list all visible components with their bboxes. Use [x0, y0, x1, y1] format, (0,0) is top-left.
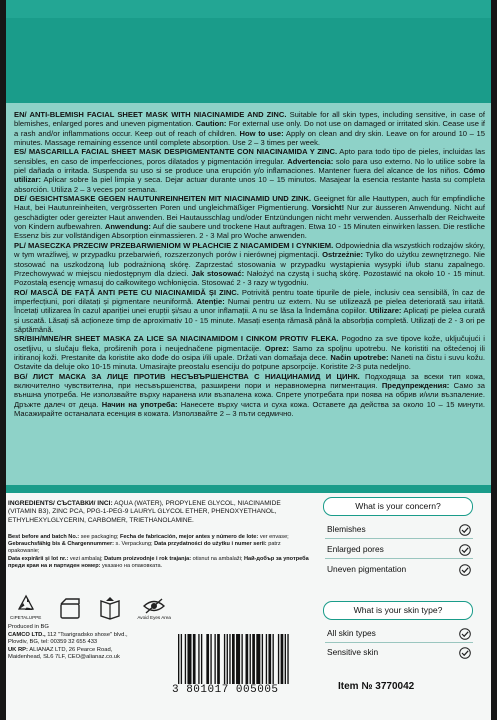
barcode-bar — [198, 634, 199, 684]
barcode-bar — [178, 634, 179, 684]
teal-divider-bar — [6, 485, 491, 493]
jar-icon — [57, 596, 83, 620]
barcode-bar — [227, 634, 228, 684]
barcode-bar — [281, 634, 284, 684]
lang-es: ES/ MASCARILLA FACIAL SHEET MASK DESPIGMENTANTE CON NIACINAMIDA Y ZINC. Apto para todo tipo de pieles, incluidas las sensibles, en caso de imperfecciones, poros dilatados y pigmentación irregular. Advertencia: solo para uso externo. No lo utilice sobre la piel dañada o irritada. Suspenda su uso si se produce una erupción y/o inflamaciones. Mantener fuera del alcance de los niños. Cómo utilizar: Aplicar sobre la piel limpia y seca. Dejar actuar durante unos 10 – 15 minutos. Masajear la esencia restante hasta su completa absorción. Utiliza 2 – 3 veces por semana. — [14, 147, 485, 194]
barcode-bar — [187, 634, 191, 684]
lang-en: EN/ ANTI-BLEMISH FACIAL SHEET MASK WITH NIACINAMIDE AND ZINC. Suitable for all skin types, including sensitive, in case of blemishes, enlarged pores and uneven pigmentation. Caution: For external use only. Do not use on damaged or irritated skin. Cease use if a rash and/or inflammations occur. Keep out of reach of children. How to use: Apply on clean and dry skin. Leave on for around 10 – 15 minutes. Massage remaining essence until complete absorption. Use 2 – 3 times per week. — [14, 110, 486, 148]
skin-type-box — [321, 601, 477, 659]
barcode-bar — [256, 634, 260, 684]
concern-title: What is your concern? — [323, 497, 473, 516]
barcode-bar — [273, 634, 274, 684]
barcode-bar — [181, 634, 182, 684]
tear-notch — [6, 0, 491, 18]
barcode-bar — [241, 634, 242, 684]
barcode-bar — [262, 634, 263, 684]
ingredients-text: INGREDIENTS/ СЪСТАВКИ/ INCI: AQUA (WATER), PROPYLENE GLYCOL, NIACINAMIDE (VITAMIN B3), ZINC PCA, PPG-1-PEG-9 LAURYL GLYCOL ETHER, PHENOXYETHANOL, ETHYLHEXYLGLYCERIN, CARBOMER, TRIETHANOLAMINE. — [8, 500, 281, 524]
concern-item-uneven-pigmentation: Uneven pigmentation — [327, 564, 407, 574]
concern-divider — [325, 538, 473, 539]
producer-company: CAMCO LTD., 112 "Tsarigradsko shose" blvd., — [8, 631, 128, 638]
lang-en-heading: EN/ ANTI-BLEMISH FACIAL SHEET MASK WITH NIACINAMIDE AND ZINC. — [14, 110, 287, 119]
lang-sr: SR/BIH/MNE/HR SHEET MASKA ZA LICE SA NIACINAMIDOM I CINKOM PROTIV FLEKA. Pogodno za sve tipove kože, uključujući i osetljivu, u slučaju fleka, proširenih pora i neujednačene pigmentacije. Oprez: Samo za spoljnu upotrebu. Ne koristiti na oštećenoj ili iritiranoj koži. Prestanite da koristite ako dođe do osipa i/ili upale. Držati van domašaja dece. Način upotrebe: Naneti na čistu i suvu kožu. Ostavite da deluje oko 10-15 minuta. Umasirajte preostalu esenciju do potpune apsorpcije. Koristite 2-3 puta nedeljno. — [14, 334, 485, 372]
barcode-bar — [250, 634, 251, 684]
barcode-bar — [206, 634, 209, 684]
producer-phone: Plovdiv, BG, tel: 00359 32 655 433 — [8, 639, 98, 646]
eye-icon — [143, 597, 165, 615]
barcode-bar — [236, 634, 240, 684]
lang-es-heading: ES/ MASCARILLA FACIAL SHEET MASK DESPIGMENTANTE CON NIACINAMIDA Y ZINC. — [14, 147, 338, 157]
multilanguage-panel — [6, 103, 491, 485]
barcode-number: 3 801017 005005 — [172, 684, 279, 696]
barcode-bar — [232, 634, 235, 684]
recycle-icon — [15, 593, 37, 615]
multilanguage-text — [14, 110, 485, 418]
best-before-line-2: Gebrauchsfähig bis & Chargennummer: s. Verpackung; Data przydatności do użytku i numer serii: patrz opakowanie; — [8, 541, 281, 555]
barcode-bar — [285, 634, 286, 684]
ingredients-label: INGREDIENTS/ СЪСТАВКИ/ INCI: — [8, 500, 113, 507]
uk-rp: UK RP: ALIANAZ LTD, 26 Pearce Road, — [8, 646, 113, 653]
barcode-bar — [210, 634, 211, 684]
concern-box — [321, 497, 477, 585]
lang-ro: RO/ MASCĂ DE FAȚĂ ANTI PETE CU NIACINAMIDĂ ȘI ZINC. Potrivită pentru toate tipurile de piele, inclusiv cea sensibilă, în caz de imperfecțiuni, pori dilatați și pigmentare neuniformă. Atenție: Numai pentru uz extern. Nu se utilizează pe pielea deteriorată sau iritată. Încetați utilizarea în cazul apariției unei erupții și/sau a unor inflamații. A nu se lăsa la îndemâna copiilor. Utilizare: Aplicați pe pielea curată și uscată. Lăsați să acționeze timp de aproximativ 10 - 15 minute. Masați esența rămasă până la absorbția completă. Utilizați de 2 - 3 ori pe săptămână. — [14, 287, 485, 334]
barcode-bar — [193, 634, 196, 684]
barcode-bar — [201, 634, 202, 684]
barcode-bar — [217, 634, 220, 684]
lang-de-heading: DE/ GESICHTSMASKE GEGEN HAUTUNREINHEITEN MIT NIACINAMID UND ZINK. — [14, 194, 312, 204]
skin-item-sensitive: Sensitive skin — [327, 647, 379, 657]
concern-divider — [325, 558, 473, 559]
producer-info — [8, 624, 138, 662]
ingredients-block — [8, 500, 308, 525]
barcode-bar — [246, 634, 249, 684]
barcode-bar — [224, 634, 225, 684]
concern-item-blemishes: Blemishes — [327, 524, 366, 534]
lang-ro-heading: RO/ MASCĂ DE FAȚĂ ANTI PETE CU NIACINAMIDĂ ȘI ZINC. — [14, 287, 239, 297]
package-top-panel — [6, 0, 491, 103]
info-symbol — [99, 596, 121, 620]
skin-item-all: All skin types — [327, 628, 376, 638]
barcode-bar — [229, 634, 230, 684]
lang-pl: PL/ MASECZKA PRZECIW PRZEBARWIENIOM W PŁACHCIE Z NIACAMIDEM I CYNKIEM. Odpowiednia dla wszystkich rodzajów skóry, w tym wrażliwej, w przypadku przebarwień, rozszerzonych porów i nierównej pigmentacji. Ostrzeżnie: Tylko do użytku zewnętrznego. Nie stosować na uszkodzoną lub podrażnioną skórę. Zaprzestać stosowania w przypadku wystąpienia wysypki i/lub stanu zapalnego. Przechowywać w miejscu niedostępnym dla dzieci. Jak stosować: Nałożyć na czystą i suchą skórę. Pozostawić na około 10 - 15 minut. Pozostałą esencję wmasuj do całkowitego wchłonięcia. Stosować 2 - 3 razy w tygodniu. — [14, 240, 486, 288]
lang-de: DE/ GESICHTSMASKE GEGEN HAUTUNREINHEITEN MIT NIACINAMID UND ZINK. Geeignet für alle Hauttypen, auch für empfindliche Haut, bei Hautunreinheiten, vergrösserten Poren und ungleichmäßiger Pigmentierung. Vorsicht! Nur zur äusseren Anwendung. Nicht auf geschädigter oder gereizter Haut anwenden. Bei Hautausschlag und/oder Entzündungen nicht mehr verwenden. Ausserhalb der Reichweite von Kindern aufbewahren. Anwendung: Auf die saubere und trockene Haut auftragen. Etwa 10 - 15 Minuten einwirken lassen. Die restliche Essenz bis zur vollständigen Absorption einmassieren. 2 - 3 Mal pro Woche anwenden. — [14, 194, 485, 241]
barcode-bar — [185, 634, 186, 684]
lang-bg: BG/ ЛИСТ МАСКА ЗА ЛИЦЕ ПРОТИВ НЕСЪВЪРШЕНСТВА С НИАЦИНАМИД И ЦИНК. Подходяща за всеки тип кожа, включително чувствителна, при несъвършенства, разширени пори и неравномерна пигментация. Предупреждения: Само за външна употреба. Не използвайте върху наранена или възпалена кожа. Спрете употребата при поява на обрив и/или възпаление. Дръжте далеч от деца. Начин на употреба: Нанесете върху чиста и суха кожа. Оставете да действа за около 10 – 15 минути. Масажирайте останалата есенция в кожата. Използвайте 2 – 3 пъти седмично. — [14, 371, 485, 418]
lang-bg-heading: BG/ ЛИСТ МАСКА ЗА ЛИЦЕ ПРОТИВ НЕСЪВЪРШЕНСТВА С НИАЦИНАМИД И ЦИНК. — [14, 371, 360, 381]
barcode-bar — [287, 634, 288, 684]
barcode-bar — [268, 634, 271, 684]
check-icon — [459, 563, 471, 581]
barcode — [176, 634, 322, 684]
barcode-bar — [278, 634, 279, 684]
lang-sr-heading: SR/BIH/MNE/HR SHEET MASKA ZA LICE SA NIACINAMIDOM I CINKOM PROTIV FLEKA. — [14, 334, 339, 344]
skin-type-title: What is your skin type? — [323, 601, 473, 620]
concern-item-enlarged-pores: Enlarged pores — [327, 544, 384, 554]
barcode-bar — [266, 634, 267, 684]
barcode-bar — [214, 634, 215, 684]
check-icon — [459, 646, 471, 664]
barcode-bar — [252, 634, 255, 684]
lang-pl-heading: PL/ MASECZKA PRZECIW PRZEBARWIENIOM W PŁACHCIE Z NIACAMIDEM I CYNKIEM. — [14, 240, 334, 250]
skin-divider — [325, 642, 473, 643]
symbols-row — [10, 586, 171, 620]
item-number: Item № 3770042 — [338, 681, 415, 692]
best-before-line-1: Best before and batch No.: see packaging; Fecha de fabricación, mejor antes y número de lote: ver envase; — [8, 534, 289, 540]
open-book-icon — [99, 596, 121, 620]
best-before-line-3: Data expirării și lot nr.: vezi ambalaj; Datum proizvodnje i rok trajanja: otisnut na ambalaži; Най-добър за употреба преди края на и партиден номер: указано на опаковката. — [8, 555, 309, 569]
pao-symbol — [57, 596, 83, 620]
recycle-symbol: CIPETALUPPE — [10, 593, 41, 620]
producer-country: Produced in BG — [8, 624, 49, 630]
avoid-eyes-symbol: Avoid Eyes Area — [137, 597, 171, 620]
best-before-block — [8, 534, 310, 570]
uk-rp-address: Maidenhead, SL6 7LF, CEO@alianaz.co.uk — [8, 654, 120, 661]
